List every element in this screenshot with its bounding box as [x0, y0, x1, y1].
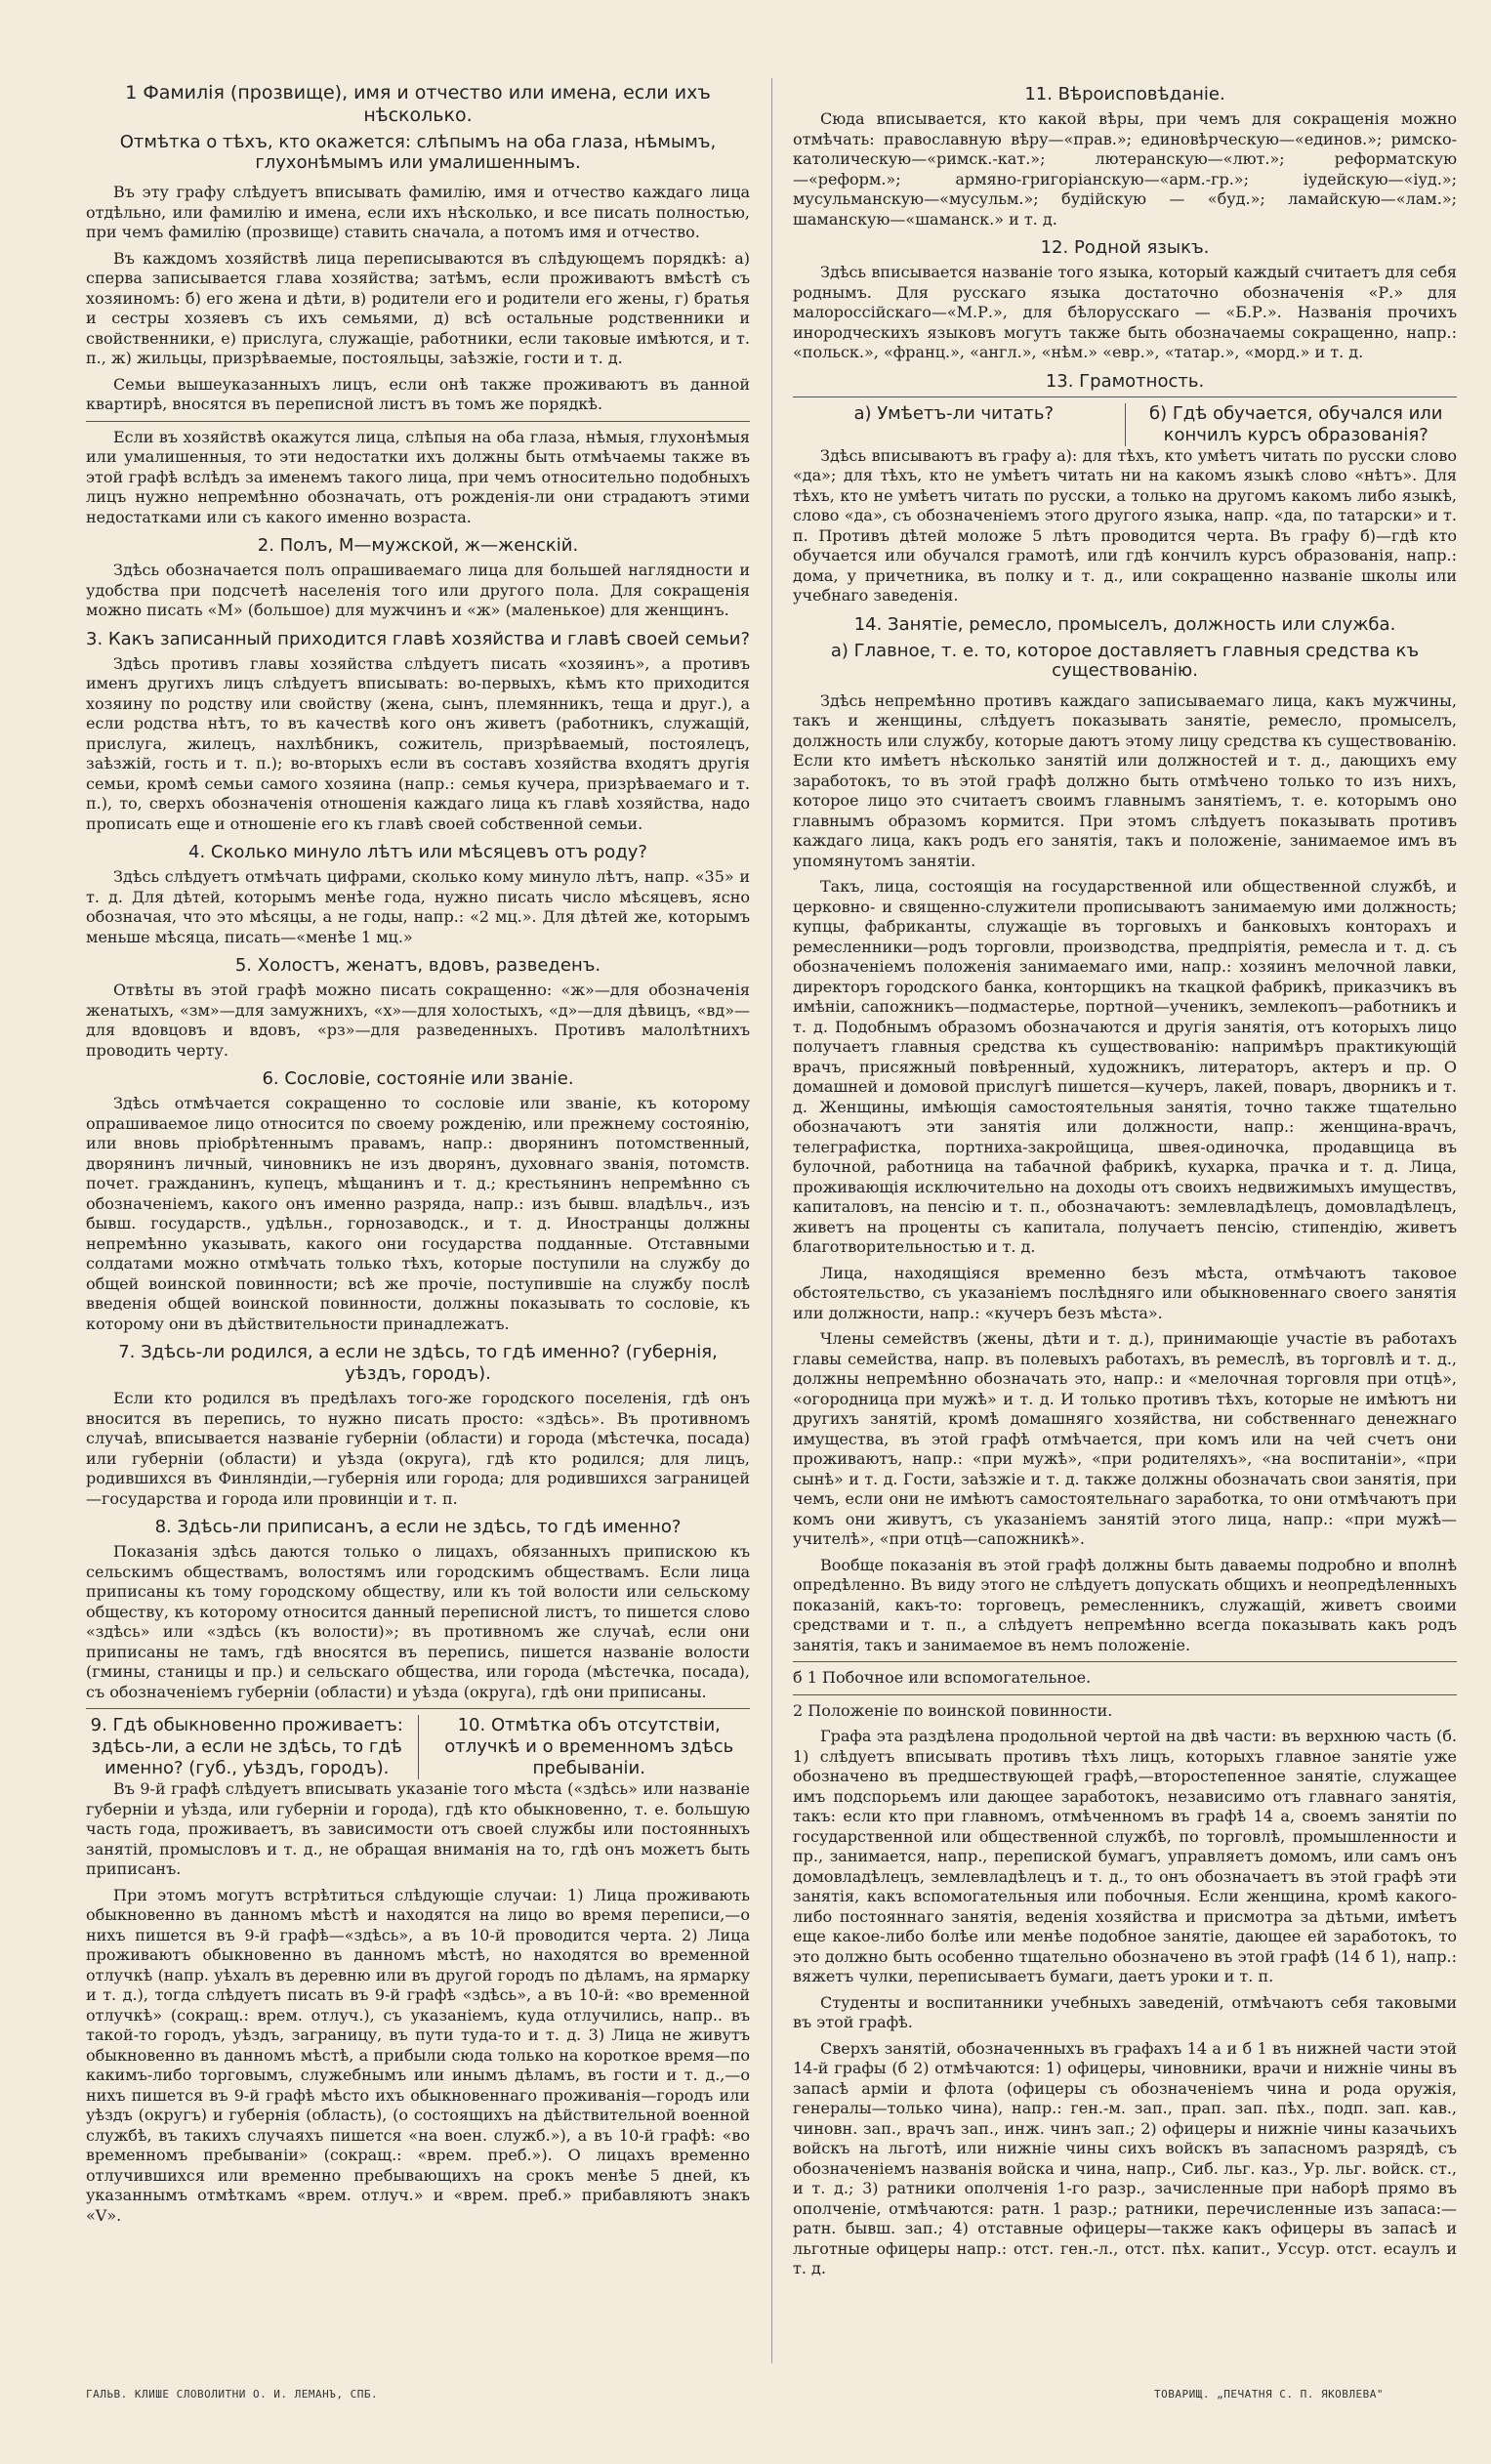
section-14b1-title: б 1 Побочное или вспомогательное.: [793, 1668, 1092, 1687]
paragraph: Вообще показанія въ этой графѣ должны быть даваемы подробно и вполнѣ опредѣленно. Въ виду этого не слѣдуетъ допускать общихъ и неопредѣленныхъ показаній, какъ-то: торговецъ, ремесленникъ, служащій, живетъ своими средствами и т. п., а слѣдуетъ непремѣнно всегда показывать какъ родъ занятія, такъ и занимаемое въ немъ положеніе.: [793, 1555, 1457, 1654]
paragraph: При этомъ могутъ встрѣтиться слѣдующіе случаи: 1) Лица проживають обыкновенно въ данномъ мѣстѣ и находятся на лицо во время переписи,—о нихъ пишется въ 9-й графѣ—«здѣсь», а въ 10-й проводится черта. 2) Лица проживаютъ обыкновенно въ данномъ мѣстѣ, но находятся во временной отлучкѣ (напр. уѣхалъ въ деревню или въ другой городъ по дѣламъ, на ярмарку и т. д.), тогда слѣдуетъ писать въ 9-й графѣ «здѣсь», а въ 10-й: «во временной отлучкѣ» (сокращ.: врем. отлуч.), съ указаніемъ, куда отлучились, напр.. въ такой-то городъ, уѣздъ, заграницу, въ пути туда-то и т. д. 3) Лица не живутъ обыкновенно въ данномъ мѣстѣ, а прибыли сюда только на короткое время—по какимъ-либо торговымъ, служебнымъ или инымъ дѣламъ, въ гости и т. д.,—о нихъ пишется въ 9-й графѣ мѣсто ихъ обыкновеннаго проживанія—городъ или уѣздъ (округъ) и губернія (область), (о состоящихъ на дѣйствительной военной службѣ, въ такихъ случаяхъ пишется «на воен. служб.»), а въ 10-й графѣ: «во временномъ пребываніи» (сокращ.: «врем. преб.»). О лицахъ временно отлучившихся или временно пребывающихъ на срокъ менѣе 5 дней, къ указаннымъ отмѣткамъ «врем. отлуч.» и «врем. преб.» прибавляютъ знакъ «V».: [86, 1885, 750, 2225]
section-13-header: [793, 397, 1457, 446]
paragraph: Здѣсь обозначается полъ опрашиваемаго лица для большей наглядности и удобства при подсчетѣ населенія того или другого пола. Для сокращенія можно писать «М» (большое) для мужчинъ и «ж» (маленькое) для женщинъ.: [86, 561, 750, 619]
sections-9-10-header: [86, 1708, 750, 1779]
paragraph: Такъ, лица, состоящія на государственной или общественной службѣ, и церковно- и священно-служители прописываютъ занимаемую ими должность; купцы, фабриканты, служащіе въ торговыхъ и банковыхъ конторахъ и ремесленники—родъ торговли, производства, предпріятія, ремесла и т. д. съ обозначеніемъ положенія занимаемаго ими, напр.: хозяинъ мелочной лавки, директоръ городского банка, конторщикъ на ткацкой фабрикѣ, приказчикъ въ имѣніи, сапожникъ—подмастерье, портной—ученикъ, землекопъ—работникъ и т. д. Подобнымъ образомъ обозначаются и другія занятія, отъ которыхъ лицо получаетъ главныя средства къ существованію: напримѣръ практикующій врачъ, присяжный повѣренный, художникъ, литераторъ, актеръ и пр. О домашней и домовой прислугѣ пишется—кучеръ, лакей, поваръ, дворникъ и т. д. Женщины, имѣющія самостоятельныя занятія, точно также тщательно обозначаютъ эти занятія или должности, напр.: женщина-врачъ, телеграфистка, портниха-закройщица, швея-одиночка, продавщица въ булочной, работница на табачной фабрикѣ, кухарка, прачка и т. д. Лица, проживающія исключительно на доходы отъ своихъ недвижимыхъ имуществъ, капиталовъ, на пенсію и т. п., обозначаютъ: землевладѣлецъ, домовладѣлецъ, живетъ на проценты съ капитала, получаетъ пенсію, стипендію, живетъ благотворительностью и т. д.: [793, 877, 1457, 1256]
paragraph: Здѣсь противъ главы хозяйства слѣдуетъ писать «хозяинъ», а противъ именъ другихъ лицъ слѣдуетъ вписывать: во-первыхъ, кѣмъ кто приходится хозяину по родству или свойству (жена, сынъ, племянникъ, теща и друг.), а если родства нѣтъ, то въ качествѣ кого онъ живетъ (работникъ, служащій, прислуга, жилецъ, нахлѣбникъ, сожитель, призрѣваемый, постоялецъ, заѣзжій, гость и т. п.); во-вторыхъ если въ составъ хозяйства входятъ другія семьи, кромѣ семьи самого хозяина (напр.: семья кучера, призрѣваемаго и т. п.), то, сверхъ обозначенія отношенія каждаго лица къ главѣ хозяйства, надо прописать еще и отношеніе его къ главѣ своей собственной семьи.: [86, 653, 750, 833]
paragraph: Студенты и воспитанники учебныхъ заведеній, отмѣчаютъ себя таковыми въ этой графѣ.: [793, 1992, 1457, 2031]
column-divider: [771, 78, 772, 2363]
paragraph: Члены семействъ (жены, дѣти и т. д.), принимающіе участіе въ работахъ главы семейства, напр. въ полевыхъ работахъ, въ ремеслѣ, въ торговлѣ и т. д., должны непремѣнно обозначать это, напр.: и «мелочная торговля при отцѣ», «огородница при мужѣ» и т. д. И только противъ тѣхъ, которые не имѣютъ ни другихъ занятій, кромѣ домашняго хозяйства, ни собственнаго денежнаго имущества, въ этой графѣ отмѣчается, при комъ или на чей счетъ они проживаютъ, напр.: «при мужѣ», «при родителяхъ», «на воспитаніи», «при сынѣ» и т. д. Гости, заѣзжіе и т. д. также должны обозначать свои занятія, при чемъ, если они не имѣютъ самостоятельнаго заработка, то они отмѣчаютъ при комъ они живутъ, съ указаніемъ занятій этого лица, напр.: «при мужѣ—учителѣ», «при отцѣ—сапожникѣ».: [793, 1329, 1457, 1548]
right-column: [793, 76, 1457, 2376]
section-14a-title: а) Главное, т. е. то, которое доставляетъ главныя средства къ существованію.: [830, 640, 1420, 681]
section-3-title: 3. Какъ записанный приходится главѣ хозяйства и главѣ своей семьи?: [86, 628, 750, 649]
section-12-title: 12. Родной языкъ.: [1040, 237, 1210, 258]
section-5-title: 5. Холостъ, женатъ, вдовъ, разведенъ.: [234, 955, 601, 976]
footer-printer-left: ГАЛЬВ. КЛИШЕ СЛОВОЛИТНИ О. И. ЛЕМАНЪ, СПБ.: [86, 2388, 379, 2401]
section-13b-title: б) Гдѣ обучается, обучался или кончилъ курсъ образованія?: [1148, 402, 1443, 445]
header-divider: [418, 1715, 419, 1779]
paragraph: Въ эту графу слѣдуетъ вписывать фамилію, имя и отчество каждаго лица отдѣльно, или фамилію и имена, если ихъ нѣсколько, и все писать полностью, при чемъ фамилію (прозвище) ставить сначала, а потомъ имя и отчество.: [86, 183, 750, 241]
section-9-title: 9. Гдѣ обыкновенно проживаетъ: здѣсь-ли, а если не здѣсь, то гдѣ именно? (губ., уѣздъ, городъ).: [90, 1715, 403, 1778]
paragraph: Въ каждомъ хозяйствѣ лица переписываются въ слѣдующемъ порядкѣ: а) сперва записывается глава хозяйства; затѣмъ, если проживаютъ вмѣстѣ съ хозяиномъ: б) его жена и дѣти, в) родители его и родители его жены, г) братья и сестры хозяевъ съ ихъ семьями, д) всѣ остальные родственники и свойственники, е) прислуга, служащіе, работники, если таковые имѣются, и т. п., ж) жильцы, призрѣваемые, постояльцы, заѣзжіе, гости и т. д.: [86, 248, 750, 367]
section-10-title: 10. Отмѣтка объ отсутствіи, отлучкѣ и о временномъ здѣсь пребываніи.: [444, 1715, 734, 1778]
paragraph: Если въ хозяйствѣ окажутся лица, слѣпыя на оба глаза, нѣмыя, глухонѣмыя или умалишенныя, то эти недостатки ихъ должны быть отмѣчаемы также въ этой графѣ вслѣдъ за именемъ такого лица, при чемъ относительно подобныхъ лицъ нужно непремѣнно обозначать, отъ рожденія-ли они страдаютъ этими недостатками или съ какого именно возраста.: [86, 427, 750, 526]
section-4-title: 4. Сколько минуло лѣтъ или мѣсяцевъ отъ роду?: [188, 842, 647, 862]
section-7-title: 7. Здѣсь-ли родился, а если не здѣсь, то гдѣ именно? (губернія, уѣздъ, городъ).: [118, 1342, 718, 1384]
paragraph: Показанія здѣсь даются только о лицахъ, обязанныхъ припискою къ сельскимъ обществамъ, волостямъ или городскимъ обществамъ. Если лица приписаны къ тому городскому обществу, или къ той волости или сельскому обществу, къ которому относится данный переписной листъ, то пишется слово «здѣсь» или «здѣсь (къ волости)»; въ противномъ же случаѣ, если они приписаны не тамъ, гдѣ вносятся въ перепись, пишется названіе волости (гмины, станицы и пр.) и сельскаго общества, или города (мѣстечка, посада), съ обозначеніемъ губерніи (области) и уѣзда (округа), гдѣ они приписаны.: [86, 1542, 750, 1701]
left-column: [86, 76, 750, 2357]
paragraph: Сверхъ занятій, обозначенныхъ въ графахъ 14 а и б 1 въ нижней части этой 14-й графы (б 2) отмѣчаются: 1) офицеры, чиновники, врачи и нижніе чины въ запасѣ арміи и флота (офицеры съ обозначеніемъ чина и рода оружія, генералы—только чина), напр.: ген.-м. зап., прап. зап. пѣх., подп. зап. кав., чиновн. зап., врачъ зап., инж. чинъ зап.; 2) офицеры и нижніе чины казачьихъ войскъ на льготѣ, или нижніе чины сихъ войскъ въ запасномъ разрядѣ, съ обозначеніемъ названія войска и чина, напр., Сиб. льг. каз., Ур. льг. войск. ст., и т. д.; 3) ратники ополченія 1-го разр., зачисленные при наборѣ прямо въ ополченіе, отмѣчаются: ратн. 1 разр.; ратники, перечисленные изъ запаса:—ратн. бывш. зап.; 4) отставные офицеры—также какъ офицеры въ запасѣ и льготные офицеры напр.: отст. ген.-л., отст. пѣх. капит., Уссур. отст. есаулъ и т. д.: [793, 2038, 1457, 2277]
section-divider: [793, 1661, 1457, 1662]
section-8-title: 8. Здѣсь-ли приписанъ, а если не здѣсь, то гдѣ именно?: [154, 1517, 682, 1537]
section-divider: [793, 1694, 1457, 1695]
paragraph: Отвѣты въ этой графѣ можно писать сокращенно: «ж»—для обозначенія женатыхъ, «зм»—для замужнихъ, «х»—для холостыхъ, «д»—для дѣвицъ, «вд»—для вдовцовъ и вдовъ, «рз»—для разведенныхъ. Противъ малолѣтнихъ проводить черту.: [86, 981, 750, 1060]
header-divider: [1125, 403, 1126, 446]
paragraph: Здѣсь слѣдуетъ отмѣчать цифрами, сколько кому минуло лѣтъ, напр. «35» и т. д. Для дѣтей, которымъ менѣе года, нужно писать число мѣсяцевъ, ясно обозначая, что это мѣсяцы, а не годы, напр.: «2 мц.». Для дѣтей же, которымъ меньше мѣсяца, писать—«менѣе 1 мц.»: [86, 867, 750, 946]
section-divider: [86, 421, 750, 422]
paragraph: Если кто родился въ предѣлахъ того-же городского поселенія, гдѣ онъ вносится въ перепись, то нужно писать просто: «здѣсь». Въ противномъ случаѣ, вписывается названіе губерніи (области) и города (мѣстечка, посада) или губерніи (области) и уѣзда (округа), гдѣ кто родился; для лицъ, родившихся въ Финляндіи,—губернія или города; для родившихся заграницей—государства и города или провинціи и т. п.: [86, 1389, 750, 1508]
section-13-title: 13. Грамотность.: [1045, 370, 1205, 392]
section-2-title: 2. Полъ, М—мужской, ж—женскій.: [257, 535, 579, 556]
paragraph: Графа эта раздѣлена продольной чертой на двѣ части: въ верхнюю часть (б. 1) слѣдуетъ вписывать противъ тѣхъ лицъ, которыхъ главное занятіе уже обозначено въ предшествующей графѣ,—второстепенное занятіе, служащее имъ подспорьемъ или дающее заработокъ, независимо отъ главнаго занятія, такъ: если кто при главномъ, отмѣченномъ въ графѣ 14 а, своемъ занятіи по государственной или общественной службѣ, по торговлѣ, промышленности и пр., занимается, напр., перепиской бумагъ, управляетъ домомъ, или самъ онъ домовладѣлецъ, землевладѣлецъ и т. д., то онъ обозначаетъ въ этой графѣ эти занятія, какъ вспомогательныя или побочныя. Если женщина, кромѣ какого-либо постояннаго занятія, веденія хозяйства и присмотра за дѣтьми, имѣетъ еще какое-либо болѣе или менѣе подобное занятіе, дающее ей заработокъ, то это должно быть особенно тщательно обозначено въ этой графѣ (14 б 1), напр.: вяжетъ чулки, переписываетъ бумаги, даетъ уроки и т. п.: [793, 1727, 1457, 1985]
paragraph: Здѣсь отмѣчается сокращенно то сословіе или званіе, къ которому опрашиваемое лицо относится по своему рожденію, или прежнему состоянію, или вновь пріобрѣтеннымъ правамъ, напр.: дворянинъ потомственный, дворянинъ личный, чиновникъ не изъ дворянъ, духовнаго званія, потомств. почет. гражданинъ, купецъ, мѣщанинъ и т. д.; крестьянинъ непремѣнно съ обозначеніемъ, какого онъ именно разряда, напр.: изъ бывш. владѣльч., изъ бывш. государств., удѣльн., горнозаводск., и т. д. Иностранцы должны непремѣнно указывать, какого они государства подданные. Отставными солдатами можно отмѣчать только тѣхъ, которые поступили на службу до общей воинской повинности; всѣ же прочіе, поступившіе на службу послѣ введенія общей воинской повинности, должны показывать то сословіе, къ которому они въ дѣйствительности принадлежатъ.: [86, 1094, 750, 1333]
paragraph: Здѣсь вписываютъ въ графу а): для тѣхъ, кто умѣетъ читать по русски слово «да»; для тѣхъ, кто не умѣетъ читать ни на какомъ языкѣ слово «нѣтъ». Для тѣхъ, кто не умѣетъ читать по русски, а только на другомъ какомъ либо языкѣ, слово «да», съ обозначеніемъ этого другого языка, напр. «да, по татарски» и т. п. Противъ дѣтей моложе 5 лѣтъ проводится черта. Въ графу б)—гдѣ кто обучается или обучался грамотѣ, или гдѣ кончилъ курсъ образованія, напр.: дома, у причетника, въ полку и т. д., или сокращенно названіе школы или учебнаго заведенія.: [793, 445, 1457, 605]
section-11-title: 11. Вѣроисповѣданіе.: [1024, 84, 1225, 104]
paragraph: Сюда вписывается, кто какой вѣры, при чемъ для сокращенія можно отмѣчать: православную вѣру—«прав.»; единовѣрческую—«единов.»; римско-католическую—«римск.-кат.»; лютеранскую—«лют.»; реформатскую—«реформ.»; армяно-григоріанскую—«арм.-гр.»; іудейскую—«іуд.»; мусульманскую—«мусульм.»; будійскую — «буд.»; ламайскую—«лам.»; шаманскую—«шаманск.» и т. д.: [793, 109, 1457, 229]
section-14-title: 14. Занятіе, ремесло, промыселъ, должность или служба.: [853, 613, 1396, 635]
paragraph: Семьи вышеуказанныхъ лицъ, если онѣ также проживаютъ въ данной квартирѣ, вносятся въ переписной листъ въ томъ же порядкѣ.: [86, 374, 750, 413]
section-13a-title: а) Умѣетъ-ли читать?: [853, 402, 1055, 424]
paragraph: Лица, находящіяся временно безъ мѣста, отмѣчаютъ таковое обстоятельство, съ указаніемъ послѣдняго или обыкновеннаго своего занятія или должности, напр.: «кучеръ безъ мѣста».: [793, 1263, 1457, 1322]
paragraph: Здѣсь вписывается названіе того языка, который каждый считаетъ для себя роднымъ. Для русскаго языка достаточно обозначенія «Р.» для малороссійскаго—«М.Р.», для бѣлорусскаго — «Б.Р.». Названія прочихъ инородческихъ языковъ могутъ также быть обозначаемы сокращенно, напр.: «польск.», «франц.», «англ.», «нѣм.» «евр.», «татар.», «морд.» и т. д.: [793, 263, 1457, 361]
section-1-subtitle: Отмѣтка о тѣхъ, кто окажется: слѣпымъ на оба глаза, нѣмымъ, глухонѣмымъ или умалишеннымъ.: [119, 132, 717, 173]
section-6-title: 6. Сословіе, состояніе или званіе.: [262, 1068, 574, 1089]
section-14b2-title: 2 Положеніе по воинской повинности.: [793, 1700, 1113, 1720]
paragraph: Здѣсь непремѣнно противъ каждаго записываемаго лица, какъ мужчины, такъ и женщины, слѣдуетъ показывать занятіе, ремесло, промыселъ, должность или службу, которые даютъ этому лицу средства къ существованію. Если кто имѣетъ нѣсколько занятій или должностей и т. д., дающихъ ему заработокъ, то въ этой графѣ должно быть отмѣчено только то изъ нихъ, которое лицо это считаетъ своимъ главнымъ занятіемъ, т. е. которымъ оно главнымъ образомъ кормится. При этомъ слѣдуетъ показывать противъ каждаго лица, какъ родъ его занятія, такъ и положеніе, занимаемое имъ въ упомянутомъ занятіи.: [793, 690, 1457, 870]
paragraph: Въ 9-й графѣ слѣдуетъ вписывать указаніе того мѣста («здѣсь» или названіе губерніи и уѣзда, или губерніи и города), гдѣ кто обыкновенно, т. е. большую часть года, проживаетъ, въ зависимости отъ своей службы или постоянныхъ занятій, промысловъ и т. д., не обращая вниманія на то, гдѣ онъ можетъ быть приписанъ.: [86, 1779, 750, 1878]
footer-printer-right: ТОВАРИЩ. „ПЕЧАТНЯ С. П. ЯКОВЛЕВА": [1154, 2388, 1385, 2401]
section-1-title: 1 Фамилія (прозвище), имя и отчество или имена, если ихъ нѣсколько.: [125, 82, 711, 126]
